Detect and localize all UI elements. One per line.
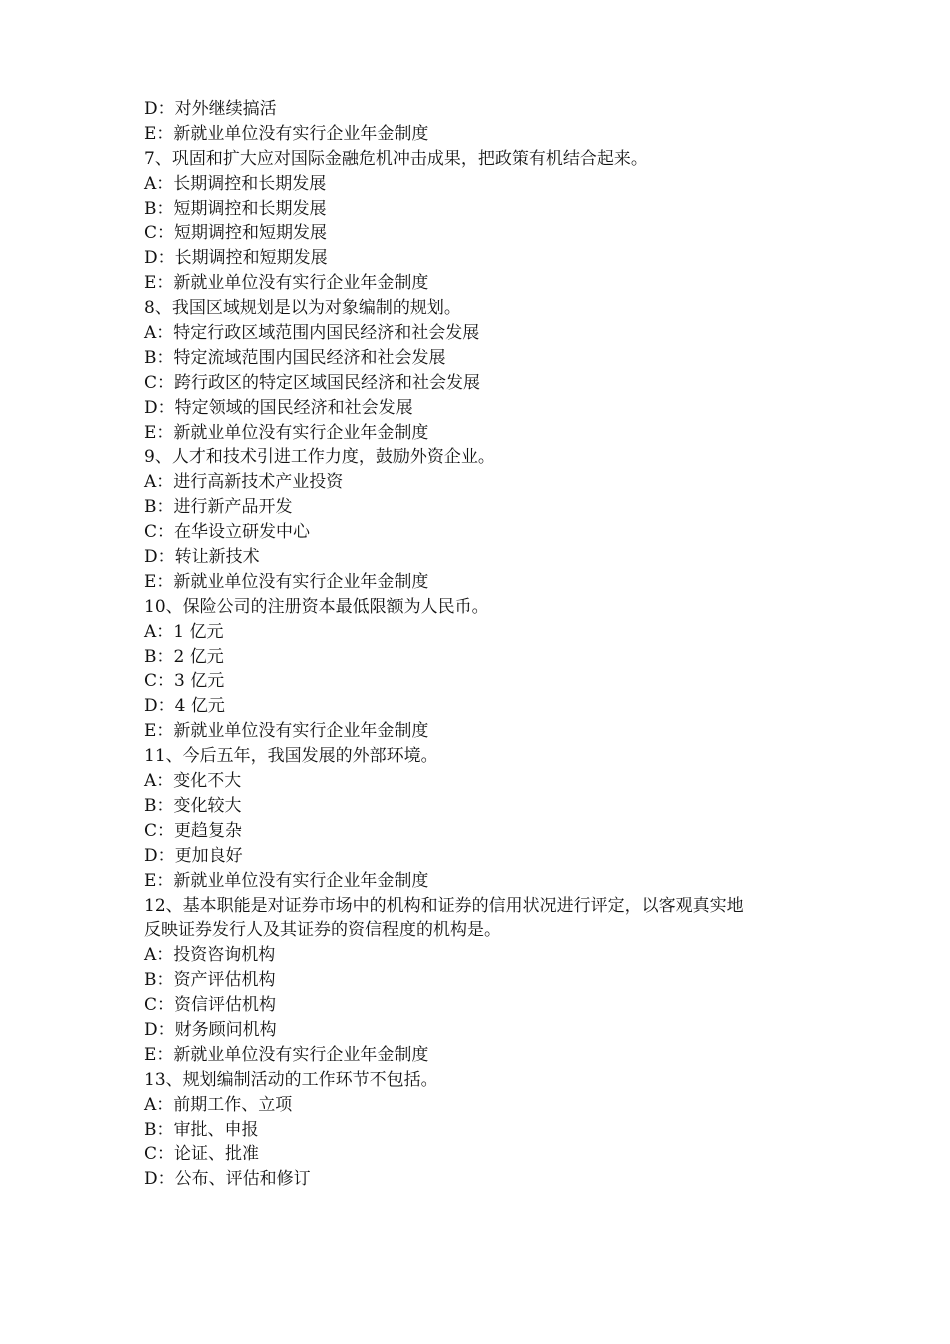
option-b: B：变化较大 <box>144 795 242 816</box>
question-12 <box>144 894 824 1068</box>
question-title: 9、人才和技术引进工作力度，鼓励外资企业。 <box>144 447 495 468</box>
option-b: B：短期调控和长期发展 <box>144 198 327 219</box>
option-a: A：1 亿元 <box>144 621 224 642</box>
option-e: E：新就业单位没有实行企业年金制度 <box>144 1044 429 1065</box>
option-b: B：资产评估机构 <box>144 970 276 991</box>
option-a: A：投资咨询机构 <box>144 945 276 966</box>
document-page <box>144 97 824 1192</box>
question-9 <box>144 445 824 594</box>
option-c: C：更趋复杂 <box>144 820 243 841</box>
option-a: A：长期调控和长期发展 <box>144 173 327 194</box>
option-line: D：对外继续搞活 <box>144 99 277 119</box>
option-a: A：前期工作、立项 <box>144 1094 293 1115</box>
option-e: E：新就业单位没有实行企业年金制度 <box>144 273 429 294</box>
question-8 <box>144 296 824 445</box>
option-d: D：特定领域的国民经济和社会发展 <box>144 397 413 418</box>
option-d: D：长期调控和短期发展 <box>144 248 328 269</box>
option-c: C：3 亿元 <box>144 671 225 692</box>
option-d: D：财务顾问机构 <box>144 1019 277 1040</box>
option-e: E：新就业单位没有实行企业年金制度 <box>144 870 429 891</box>
option-e: E：新就业单位没有实行企业年金制度 <box>144 422 429 443</box>
question-7 <box>144 147 824 296</box>
option-d: D：更加良好 <box>144 845 243 866</box>
option-c: C：跨行政区的特定区域国民经济和社会发展 <box>144 372 481 393</box>
option-d: D：转让新技术 <box>144 547 260 568</box>
option-b: B：特定流域范围内国民经济和社会发展 <box>144 347 446 368</box>
option-a: A：特定行政区域范围内国民经济和社会发展 <box>144 323 480 344</box>
option-a: A：进行高新技术产业投资 <box>144 472 344 493</box>
question-10 <box>144 595 824 744</box>
option-c: C：在华设立研发中心 <box>144 522 311 543</box>
option-d: D：4 亿元 <box>144 696 225 717</box>
question-title: 7、巩固和扩大应对国际金融危机冲击成果，把政策有机结合起来。 <box>144 148 648 169</box>
option-e: E：新就业单位没有实行企业年金制度 <box>144 721 429 742</box>
question-11 <box>144 744 824 893</box>
option-e: E：新就业单位没有实行企业年金制度 <box>144 571 429 592</box>
option-c: C：资信评估机构 <box>144 995 277 1016</box>
option-a: A：变化不大 <box>144 771 242 792</box>
question-title-line-1: 12、基本职能是对证券市场中的机构和证券的信用状况进行评定，以客观真实地 <box>144 895 744 916</box>
question-title: 13、规划编制活动的工作环节不包括。 <box>144 1069 438 1090</box>
option-b: B：审批、申报 <box>144 1119 259 1140</box>
question-title-line-2: 反映证券发行人及其证券的资信程度的机构是。 <box>144 920 501 941</box>
option-d: D：公布、评估和修订 <box>144 1169 311 1190</box>
question-title: 11、今后五年，我国发展的外部环境。 <box>144 746 438 767</box>
option-b: B：2 亿元 <box>144 646 224 667</box>
option-line: E：新就业单位没有实行企业年金制度 <box>144 123 429 144</box>
question-title: 10、保险公司的注册资本最低限额为人民币。 <box>144 596 489 617</box>
option-c: C：论证、批准 <box>144 1144 260 1165</box>
continuation-options <box>144 97 824 147</box>
option-c: C：短期调控和短期发展 <box>144 223 328 244</box>
question-title: 8、我国区域规划是以为对象编制的规划。 <box>144 298 461 319</box>
option-b: B：进行新产品开发 <box>144 497 293 518</box>
question-13 <box>144 1068 824 1192</box>
